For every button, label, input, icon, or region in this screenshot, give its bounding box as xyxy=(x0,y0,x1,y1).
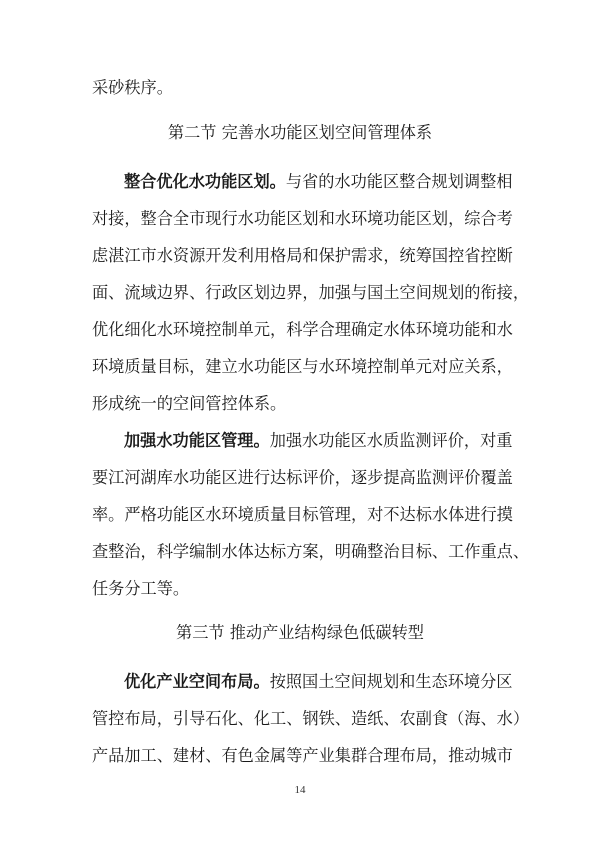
paragraph-line: 管控布局，引导石化、化工、钢铁、造纸、农副食（海、水） xyxy=(92,709,530,728)
paragraph-text: 加强水功能区水质监测评价，对重 xyxy=(269,431,513,450)
paragraph-lead: 优化产业空间布局。 xyxy=(124,672,270,691)
paragraph-text: 与省的水功能区整合规划调整相 xyxy=(285,172,513,191)
section-heading-2: 第二节 完善水功能区划空间管理体系 xyxy=(167,123,433,142)
paragraph-line: 虑湛江市水资源开发利用格局和保护需求，统筹国控省控断 xyxy=(92,246,513,265)
paragraph-line xyxy=(124,172,513,192)
paragraph-line: 优化细化水环境控制单元，科学合理确定水体环境功能和水 xyxy=(92,320,513,339)
paragraph-line: 查整治，科学编制水体达标方案，明确整治目标、工作重点、 xyxy=(92,542,530,561)
paragraph-line: 对接，整合全市现行水功能区划和水环境功能区划，综合考 xyxy=(92,209,513,228)
paragraph-text: 按照国土空间规划和生态环境分区 xyxy=(269,672,513,691)
section-heading-3: 第三节 推动产业结构绿色低碳转型 xyxy=(176,623,424,642)
paragraph-line: 要江河湖库水功能区进行达标评价，逐步提高监测评价覆盖 xyxy=(92,468,513,487)
paragraph-lead: 整合优化水功能区划。 xyxy=(124,172,286,191)
paragraph-line xyxy=(124,431,513,451)
paragraph-line: 产品加工、建材、有色金属等产业集群合理布局，推动城市 xyxy=(92,746,513,765)
paragraph-line: 环境质量目标，建立水功能区与水环境控制单元对应关系， xyxy=(92,357,513,376)
paragraph-line: 率。严格功能区水环境质量目标管理，对不达标水体进行摸 xyxy=(92,505,513,524)
paragraph-line: 面、流域边界、行政区划边界，加强与国土空间规划的衔接， xyxy=(92,283,530,302)
paragraph-line: 任务分工等。 xyxy=(92,579,190,598)
paragraph-line: 形成统一的空间管控体系。 xyxy=(92,394,287,413)
paragraph-line xyxy=(124,672,513,692)
text-line: 采砂秩序。 xyxy=(92,78,173,97)
page-number: 14 xyxy=(294,784,306,796)
paragraph-lead: 加强水功能区管理。 xyxy=(124,431,270,450)
